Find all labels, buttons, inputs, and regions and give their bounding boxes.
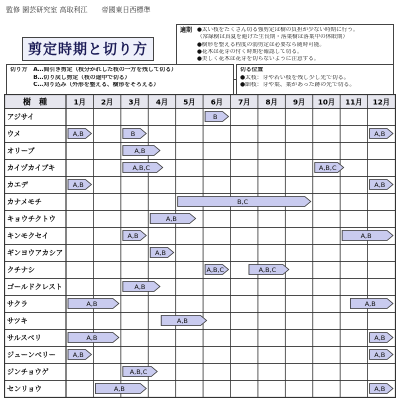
tree-name: ゴールドクレスト <box>7 283 63 292</box>
table-row <box>5 330 396 347</box>
tree-name: キンモクセイ <box>7 232 49 241</box>
cut-method-legend <box>6 64 234 96</box>
cut-method-label: A,B <box>127 232 139 241</box>
tree-name: ウメ <box>7 130 21 139</box>
table-row <box>5 228 396 245</box>
cut-method-label: A,B <box>72 351 84 360</box>
cut-method-label: A,B <box>364 300 376 309</box>
table-row <box>5 347 396 364</box>
month-header-row <box>5 95 396 109</box>
timing-note-line: ●太い枝をたくさん切る強剪定は樹の負担が少ない時期に行う。 <box>197 27 359 33</box>
row-header-label: 樹 種 <box>23 97 47 107</box>
cut-method-label: A,B <box>374 130 386 139</box>
cut-method-label: A,B <box>154 249 166 258</box>
tree-name: ギンヨウアカシア <box>7 249 63 258</box>
table-row <box>5 109 396 126</box>
pruning-calendar-chart <box>4 94 396 398</box>
cut-method-label: B <box>213 113 218 122</box>
cut-method-label: A,B <box>86 334 98 343</box>
cut-position-heading: 切る位置 <box>240 67 264 73</box>
tree-name: ジンチョウゲ <box>7 368 49 377</box>
table-row <box>5 143 396 160</box>
cut-method-label: A,B <box>374 181 386 190</box>
cut-method-label: A,B <box>360 232 372 241</box>
page-title: 剪定時期と切り方 <box>22 37 154 61</box>
tree-name: サクラ <box>7 300 28 309</box>
cut-method-label: A,B,C <box>206 266 225 275</box>
cut-method-label: B <box>130 130 136 139</box>
month-label: 3月 <box>128 97 141 107</box>
month-label: 11月 <box>345 97 363 107</box>
month-label: 4月 <box>155 97 169 107</box>
table-row <box>5 262 396 279</box>
table-row <box>5 126 396 143</box>
tree-name: サツキ <box>7 317 28 326</box>
month-label: 12月 <box>372 97 390 107</box>
timing-note-line: ●美しく花木は花芽を切らないように注意する。 <box>197 56 320 63</box>
cut-position-line: ●太枝：芽や若い枝を残し少し先で切る。 <box>240 74 350 81</box>
cut-method-label: B,C <box>237 198 249 207</box>
cut-method-label: A,B <box>86 300 98 309</box>
cut-method-label: A,B <box>165 215 177 224</box>
cut-method-label: A,B <box>113 385 125 394</box>
tree-name: カイヅカイブキ <box>7 164 56 173</box>
tree-name: クチナシ <box>7 266 35 275</box>
table-row <box>5 245 396 262</box>
month-label: 5月 <box>183 97 196 107</box>
tree-name: センリョウ <box>7 385 42 394</box>
cut-method-label: A,B <box>374 385 386 394</box>
month-label: 10月 <box>317 97 336 107</box>
month-label: 8月 <box>265 97 278 107</box>
cut-method-label: A,B <box>72 181 84 190</box>
timing-note-line: ●花木は花芽の付く時期を確認して切る。 <box>197 48 303 55</box>
month-label: 6月 <box>210 97 223 107</box>
table-row <box>5 364 396 381</box>
cut-method-label: A,B <box>134 283 146 292</box>
cut-method-label: A,B <box>374 351 386 360</box>
table-row <box>5 211 396 228</box>
cut-method-label: A,B,C <box>258 266 277 275</box>
cut-method-label: A,B <box>176 317 188 326</box>
tree-name: アジサイ <box>7 113 35 122</box>
month-label: 7月 <box>238 97 251 107</box>
timing-note-line: （常緑樹は真夏を避けた生長期・落葉樹は落葉中の休眠期） <box>197 34 349 41</box>
tree-name: キョウチクトウ <box>7 215 56 224</box>
cut-method-label: A,B <box>374 334 386 343</box>
month-label: 1月 <box>73 97 86 107</box>
cut-method-line: B…切り戻し剪定（枝の途中で切る） <box>10 74 131 81</box>
month-label: 9月 <box>292 97 306 107</box>
tree-name: サルスベリ <box>7 334 42 343</box>
cut-method-line: 切り方 A…間引き剪定（枝分かれした枝の一方を残して切る） <box>10 67 177 73</box>
cut-method-line: C…刈り込み（外形を整える、樹形をそろえる） <box>10 82 160 89</box>
tree-name: オリーブ <box>7 147 35 156</box>
month-label: 2月 <box>101 97 114 107</box>
cut-method-label: A,B,C <box>129 368 148 377</box>
cut-method-label: A,B,C <box>132 164 151 173</box>
tree-name: カナメモチ <box>7 198 42 207</box>
table-row <box>5 177 396 194</box>
tree-name: ジューンベリー <box>7 351 56 360</box>
cut-method-label: A,B <box>134 147 146 156</box>
table-row <box>5 381 396 398</box>
supervisor-credit: 監修 園芸研究室 高取利江 帝國東日西標準 <box>6 6 151 14</box>
cut-position-legend <box>236 64 394 96</box>
table-row <box>5 279 396 296</box>
table-row <box>5 296 396 313</box>
timing-note-line: ●樹形を整える程度の弱剪定は必要なら随時可能。 <box>197 41 325 48</box>
timing-notes-heading: 適期 <box>180 27 193 34</box>
cut-method-label: A,B,C <box>318 164 337 173</box>
cut-method-label: A,B <box>72 130 84 139</box>
cut-position-line: ●細枝：芽や葉、葉があった跡の先で切る。 <box>240 82 356 89</box>
tree-name: カエデ <box>7 181 28 190</box>
